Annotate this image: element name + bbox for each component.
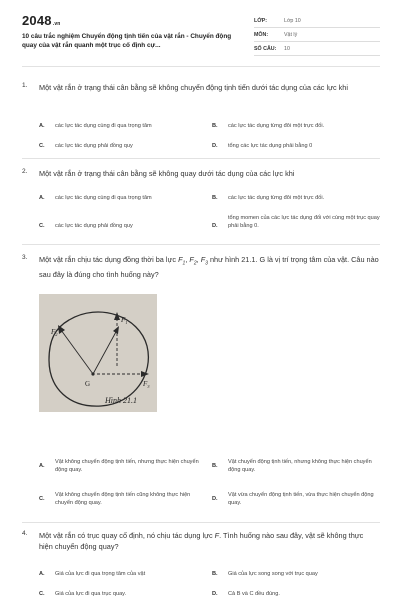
figure-caption: Hình 21.1 xyxy=(105,396,137,405)
question-3 xyxy=(22,254,380,516)
force-symbol: F xyxy=(200,255,206,264)
option-letter: A. xyxy=(39,571,45,577)
question-number: 1. xyxy=(22,82,28,89)
option-letter: A. xyxy=(39,123,45,129)
option-text: Giá của lực đi qua trục quay. xyxy=(55,591,127,597)
force-subscript: 3 xyxy=(205,260,208,267)
center-of-gravity-point xyxy=(91,372,94,375)
meta-class-label: LỚP: xyxy=(254,18,268,24)
option-letter: C. xyxy=(39,223,45,229)
option-letter: D. xyxy=(212,496,218,502)
option-letter: A. xyxy=(39,195,45,201)
meta-class-value: Lớp 10 xyxy=(284,18,301,24)
question-number: 2. xyxy=(22,168,28,175)
meta-count-label: SỐ CÂU: xyxy=(254,46,277,52)
option-text: các lực tác dụng cùng đi qua trọng tâm xyxy=(55,123,152,129)
divider xyxy=(22,66,380,67)
question-text: Một vật rắn ở trạng thái cân bằng sẽ không chuyển động tịnh tiến dưới tác dụng của các lực khi xyxy=(39,83,348,92)
force-subscript: 1 xyxy=(182,260,186,267)
question-text xyxy=(39,530,379,552)
logo-domain: .vn xyxy=(52,21,61,27)
meta-class xyxy=(254,16,380,28)
question-text-part: Một vật rắn chịu tác dụng đồng thời ba lực xyxy=(39,255,179,264)
option-text: Vật chuyển động tịnh tiến, nhưng không thực hiện chuyển động quay. xyxy=(228,459,372,473)
meta-count-value: 10 xyxy=(284,46,290,52)
option-text: Vật không chuyển động tịnh tiến, nhưng thực hiện chuyển động quay. xyxy=(55,459,199,473)
option-text: các lực tác dụng từng đôi một trực đối. xyxy=(228,195,325,201)
question-text-part: Một vật rắn có trục quay cố định, nó chịu tác dụng lực xyxy=(39,531,215,540)
option-letter: B. xyxy=(212,571,218,577)
force-symbol: F xyxy=(189,255,194,264)
option-text: tổng momen của các lực tác dụng đối với cùng một trục quay phải bằng 0. xyxy=(228,215,380,229)
label-f2: $F_2$ xyxy=(51,328,58,337)
figure-21-1 xyxy=(39,294,157,412)
question-text-part: như hình 21.1. G là vị trí trọng tâm của vật. Câu nào sau đây là đúng cho tình huống này? xyxy=(39,255,379,280)
option-text: Vật vừa chuyển động tịnh tiến, vừa thực hiện chuyển động quay. xyxy=(228,492,374,506)
force-symbol: F xyxy=(214,531,220,540)
question-text-part: . Tình huống nào sau đây, vật sẽ không thực hiện chuyển động quay? xyxy=(39,531,364,551)
option-letter: B. xyxy=(212,195,218,201)
quiz-title: 10 câu trắc nghiệm Chuyển động tịnh tiến của vật rắn - Chuyển động quay của vật rắn quanh một trục cố định cự... xyxy=(22,33,232,49)
divider xyxy=(22,244,380,245)
divider xyxy=(22,158,380,159)
option-text: tổng các lực tác dụng phải bằng 0 xyxy=(228,143,313,149)
site-logo[interactable] xyxy=(22,13,61,28)
option-letter: D. xyxy=(212,591,218,597)
option-letter: D. xyxy=(212,143,218,149)
question-number: 3. xyxy=(22,254,28,261)
question-2 xyxy=(22,168,380,240)
label-f3: $F_3$ xyxy=(143,380,150,389)
option-letter: C. xyxy=(39,591,45,597)
option-letter: C. xyxy=(39,143,45,149)
option-letter: B. xyxy=(212,123,218,129)
option-text: các lực tác dụng từng đôi một trực đối. xyxy=(228,123,325,129)
logo-text: 2048 xyxy=(22,13,52,28)
question-text: Một vật rắn chịu tác dụng đồng thời ba lực $F_1$, $F_2$, $F_3$ như hình 21.1. G là vị trí trọng tâm của vật. Câu nào sau đây là đúng cho tình huống này? xyxy=(39,255,379,280)
option-letter: A. xyxy=(39,463,45,469)
meta-subject-value: Vật lý xyxy=(284,32,298,38)
option-letter: D. xyxy=(212,223,218,229)
option-text: các lực tác dụng phải đồng quy xyxy=(55,143,133,149)
option-text: Giá của lực song song với trục quay xyxy=(228,571,318,577)
meta-subject xyxy=(254,30,380,42)
label-g: G xyxy=(85,380,91,388)
question-number: 4. xyxy=(22,530,28,537)
option-letter: B. xyxy=(212,463,218,469)
question-4 xyxy=(22,530,380,600)
option-letter: C. xyxy=(39,496,45,502)
option-text: Giá của lực đi qua trọng tâm của vật xyxy=(55,571,146,577)
option-text: các lực tác dụng phải đồng quy xyxy=(55,223,133,229)
question-text: Một vật rắn ở trạng thái cân bằng sẽ không quay dưới tác dụng của các lực khi xyxy=(39,169,295,178)
meta-subject-label: MÔN: xyxy=(254,32,269,38)
label-f1: $F_1$ xyxy=(121,316,128,325)
divider xyxy=(22,522,380,523)
question-1 xyxy=(22,82,380,154)
option-text: các lực tác dụng cùng đi qua trọng tâm xyxy=(55,195,152,201)
force-subscript: 2 xyxy=(193,260,197,267)
option-text: Cả B và C đều đúng. xyxy=(228,591,280,597)
option-text: Vật không chuyển động tịnh tiến cũng không thực hiện chuyển động quay. xyxy=(55,492,191,506)
meta-count xyxy=(254,44,380,56)
force-symbol: F xyxy=(178,255,183,264)
page-header xyxy=(0,0,400,64)
